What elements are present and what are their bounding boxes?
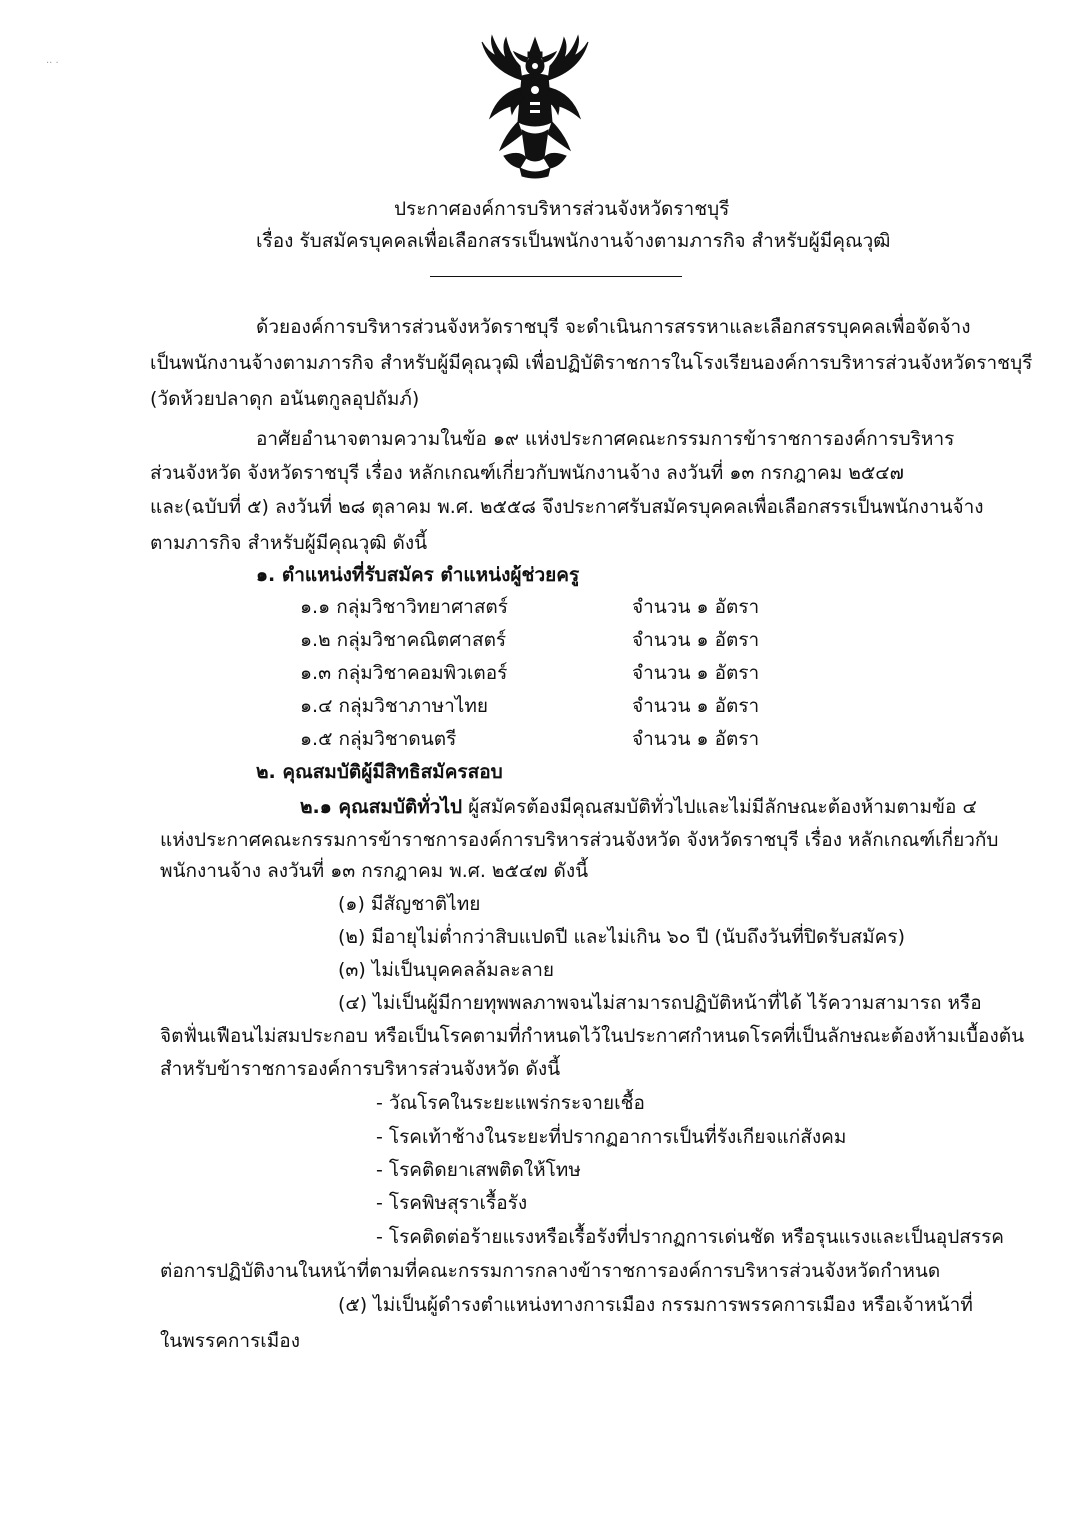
authority-line-4: ตามภารกิจ สำหรับผู้มีคุณวุฒิ ดังนี้	[150, 532, 428, 554]
qualification-5-line-1: (๕) ไม่เป็นผู้ดำรงตำแหน่งทางการเมือง กรรมการพรรคการเมือง หรือเจ้าหน้าที่	[338, 1294, 973, 1316]
position-5-count: จำนวน ๑ อัตรา	[632, 728, 760, 750]
position-1-group: ๑.๑ กลุ่มวิชาวิทยาศาสตร์	[300, 596, 508, 618]
qualification-4-line-2: จิตฟั่นเฟือนไม่สมประกอบ หรือเป็นโรคตามที่กำหนดไว้ในประกาศกำหนดโรคที่เป็นลักษณะต้องห้ามเบื้องต้น	[160, 1025, 1025, 1047]
intro-line-2: เป็นพนักงานจ้างตามภารกิจ สำหรับผู้มีคุณวุฒิ เพื่อปฏิบัติราชการในโรงเรียนองค์การบริหารส่วนจังหวัดราชบุรี	[150, 352, 1033, 374]
qualification-4-line-3: สำหรับข้าราชการองค์การบริหารส่วนจังหวัด ดังนี้	[160, 1058, 561, 1080]
position-3-count: จำนวน ๑ อัตรา	[632, 662, 760, 684]
disease-item-5: - โรคติดต่อร้ายแรงหรือเรื้อรังที่ปรากฏการเด่นชัด หรือรุนแรงและเป็นอุปสรรค	[376, 1226, 1004, 1248]
section-2-1-line-1	[300, 794, 977, 820]
disease-item-1: - วัณโรคในระยะแพร่กระจายเชื้อ	[376, 1092, 645, 1114]
qualification-2: (๒) มีอายุไม่ต่ำกว่าสิบแปดปี และไม่เกิน ๖๐ ปี (นับถึงวันที่ปิดรับสมัคร)	[338, 926, 905, 948]
position-2-group: ๑.๒ กลุ่มวิชาคณิตศาสตร์	[300, 629, 507, 651]
header-divider	[430, 276, 682, 277]
intro-line-3: (วัดห้วยปลาดุก อนันตกูลอุปถัมภ์)	[150, 388, 420, 410]
section-2-heading: ๒. คุณสมบัติผู้มีสิทธิสมัครสอบ	[256, 761, 503, 783]
position-4-group: ๑.๔ กลุ่มวิชาภาษาไทย	[300, 695, 489, 717]
qualification-1: (๑) มีสัญชาติไทย	[338, 893, 481, 915]
position-1-count: จำนวน ๑ อัตรา	[632, 596, 760, 618]
position-2-count: จำนวน ๑ อัตรา	[632, 629, 760, 651]
scan-speck: ·· ·	[46, 58, 59, 69]
disease-item-5-continued: ต่อการปฏิบัติงานในหน้าที่ตามที่คณะกรรมการกลางข้าราชการองค์การบริหารส่วนจังหวัดกำหนด	[160, 1260, 941, 1282]
disease-item-3: - โรคติดยาเสพติดให้โทษ	[376, 1159, 581, 1181]
qualification-4-line-1: (๔) ไม่เป็นผู้มีกายทุพพลภาพจนไม่สามารถปฏิบัติหน้าที่ได้ ไร้ความสามารถ หรือ	[338, 992, 982, 1014]
section-2-1-line-2: แห่งประกาศคณะกรรมการข้าราชการองค์การบริหารส่วนจังหวัด จังหวัดราชบุรี เรื่อง หลักเกณฑ์เกี่ยวกับ	[160, 829, 999, 851]
authority-line-2: ส่วนจังหวัด จังหวัดราชบุรี เรื่อง หลักเกณฑ์เกี่ยวกับพนักงานจ้าง ลงวันที่ ๑๓ กรกฎาคม ๒๕๔๗	[150, 462, 904, 484]
disease-item-4: - โรคพิษสุราเรื้อรัง	[376, 1192, 528, 1214]
qualification-3: (๓) ไม่เป็นบุคคลล้มละลาย	[338, 959, 555, 981]
section-1-heading: ๑. ตำแหน่งที่รับสมัคร ตำแหน่งผู้ช่วยครู	[256, 564, 580, 586]
section-2-1-heading: ๒.๑ คุณสมบัติทั่วไป	[300, 796, 463, 818]
announcement-title: ประกาศองค์การบริหารส่วนจังหวัดราชบุรี	[394, 198, 730, 220]
section-2-1-line-3: พนักงานจ้าง ลงวันที่ ๑๓ กรกฎาคม พ.ศ. ๒๕๔๗ ดังนี้	[160, 860, 589, 882]
authority-line-1: อาศัยอำนาจตามความในข้อ ๑๙ แห่งประกาศคณะกรรมการข้าราชการองค์การบริหาร	[256, 428, 955, 450]
disease-item-2: - โรคเท้าช้างในระยะที่ปรากฏอาการเป็นที่รังเกียจแก่สังคม	[376, 1126, 847, 1148]
garuda-emblem-icon	[470, 30, 600, 180]
position-4-count: จำนวน ๑ อัตรา	[632, 695, 760, 717]
position-3-group: ๑.๓ กลุ่มวิชาคอมพิวเตอร์	[300, 662, 508, 684]
intro-line-1: ด้วยองค์การบริหารส่วนจังหวัดราชบุรี จะดำเนินการสรรหาและเลือกสรรบุคคลเพื่อจัดจ้าง	[256, 316, 971, 338]
qualification-5-line-2: ในพรรคการเมือง	[160, 1330, 300, 1352]
authority-line-3: และ(ฉบับที่ ๕) ลงวันที่ ๒๘ ตุลาคม พ.ศ. ๒๕๕๘ จึงประกาศรับสมัครบุคคลเพื่อเลือกสรรเป็นพนักงานจ้าง	[150, 496, 984, 518]
announcement-subject: เรื่อง รับสมัครบุคคลเพื่อเลือกสรรเป็นพนักงานจ้างตามภารกิจ สำหรับผู้มีคุณวุฒิ	[256, 230, 891, 252]
position-5-group: ๑.๕ กลุ่มวิชาดนตรี	[300, 728, 457, 750]
section-2-1-text: ผู้สมัครต้องมีคุณสมบัติทั่วไปและไม่มีลักษณะต้องห้ามตามข้อ ๔	[462, 796, 977, 818]
